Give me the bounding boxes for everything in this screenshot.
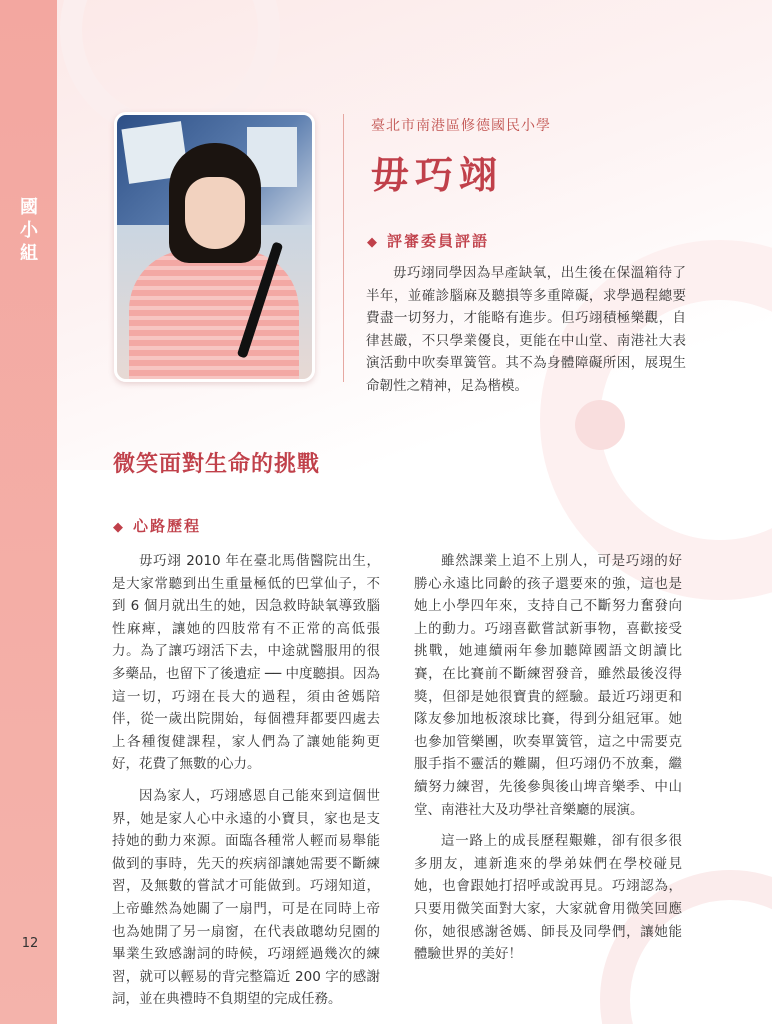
paragraph: 因為家人，巧翊感恩自己能來到這個世界，她是家人心中永遠的小寶貝，家也是支持她的動力來源。面臨各種常人輕而易舉能做到的事時，先天的疾病卻讓她需要不斷練習，及無數的嘗試才可能做到。巧翊知道，上帝雖然為她關了一扇門，可是在同時上帝也為她開了另一扇窗，在代表啟聰幼兒園的畢業生致感謝詞的時候，巧翊經過幾次的練習，就可以輕易的背完整篇近 200 字的感謝詞，並在典禮時不負期望的完成任務。 xyxy=(112,787,380,1008)
sidebar-band xyxy=(0,0,57,1024)
paragraph: 毋巧翊 2010 年在臺北馬偕醫院出生，是大家常聽到出生重量極低的巴掌仙子，不到 6 個月就出生的她，因急救時缺氧導致腦性麻痺，讓她的四肢常有不正常的高低張力。為了讓巧翊活下去，中途就醫服用的很多藥品，也留下了後遺症 ── 中度聽損。因為這一切，巧翊在長大的過程，須由爸媽陪伴，從一歲出院開始，每個禮拜都要四處去上各種復健課程，家人們為了讓她能夠更好，花費了無數的心力。 xyxy=(112,553,380,773)
student-photo xyxy=(114,112,315,382)
page-number: 12 xyxy=(21,936,39,951)
decorative-dot xyxy=(575,400,625,450)
paragraph: 這一路上的成長歷程艱難，卻有很多很多朋友，連新進來的學弟妹們在學校碰見她，也會跟她打招呼或說再見。巧翊認為，只要用微笑面對大家，大家就會用微笑回應你，她很感謝爸媽、師長及同學們，讓她能體驗世界的美好！ xyxy=(414,833,682,963)
section-heading xyxy=(113,515,201,536)
evaluation-heading-text: 評審委員評語 xyxy=(387,232,490,250)
photo-figure-face xyxy=(185,177,245,249)
diamond-bullet-icon: ◆ xyxy=(113,520,125,535)
section-label: 國 小 組 xyxy=(20,197,38,264)
article-title: 微笑面對生命的挑戰 xyxy=(113,452,321,477)
section-heading-text: 心路歷程 xyxy=(133,517,202,535)
student-name: 毋巧翊 xyxy=(371,153,504,197)
diamond-bullet-icon: ◆ xyxy=(367,235,379,250)
article-column-left xyxy=(112,550,380,1020)
school-name: 臺北市南港區修德國民小學 xyxy=(371,118,551,134)
evaluation-heading xyxy=(367,230,489,251)
evaluation-text: 毋巧翊同學因為早產缺氧，出生後在保溫箱待了半年，並確診腦麻及聽損等多重障礙，求學過程總要費盡一切努力，才能略有進步。但巧翊積極樂觀，自律甚嚴，不只學業優良，更能在中山堂、南港社大表演活動中吹奏單簧管。其不為身體障礙所困，展現生命韌性之精神，足為楷模。 xyxy=(366,265,686,394)
article-column-right xyxy=(414,550,682,975)
paragraph: 雖然課業上追不上別人，可是巧翊的好勝心永遠比同齡的孩子還要來的強，這也是她上小學四年來，支持自己不斷努力奮發向上的動力。巧翊喜歡嘗試新事物，喜歡接受挑戰，她連續兩年參加聽障國語文朗讀比賽，在比賽前不斷練習發音，雖然最後沒得獎，但卻是她很寶貴的經驗。最近巧翊更和隊友參加地板滾球比賽，得到分組冠軍。她也參加管樂團，吹奏單簧管，這之中需要克服手指不靈活的難關，但巧翊仍不放棄，繼續努力練習，先後參與後山埤音樂季、中山堂、南港社大及功學社音樂廳的展演。 xyxy=(414,553,682,818)
header-divider xyxy=(343,114,344,382)
